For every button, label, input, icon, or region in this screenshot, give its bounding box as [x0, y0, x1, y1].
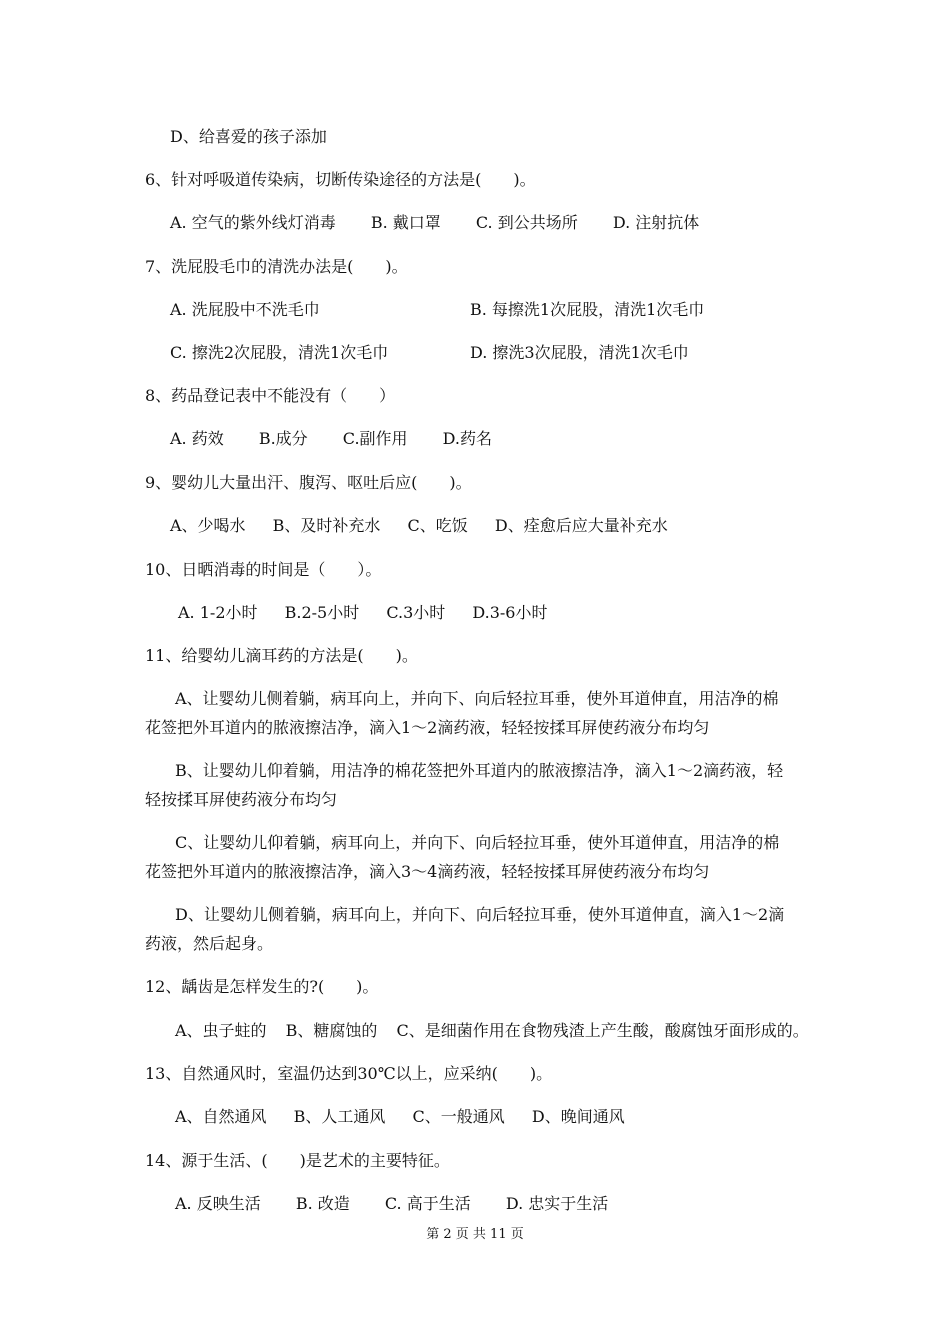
- q13-option-d: D、晚间通风: [531, 1107, 625, 1126]
- q7-options-row1: [170, 299, 825, 321]
- q7-option-b: B. 每擦洗1次屁股，清洗1次毛巾: [470, 300, 705, 319]
- q12-options: [175, 1020, 825, 1042]
- q14-stem: 14、源于生活、( )是艺术的主要特征。: [145, 1151, 450, 1170]
- q7-stem: 7、洗屁股毛巾的清洗办法是( )。: [145, 257, 408, 276]
- page-number-footer: 第 2 页 共 11 页: [426, 1227, 524, 1242]
- q6-stem: 6、针对呼吸道传染病，切断传染途径的方法是( )。: [145, 170, 536, 189]
- q9-option-d: D、痊愈后应大量补充水: [494, 516, 668, 535]
- q9-option-a: A、少喝水: [170, 516, 246, 535]
- q9-stem: 9、婴幼儿大量出汗、腹泻、呕吐后应( )。: [145, 473, 472, 492]
- q10-stem: 10、日晒消毒的时间是（ ）。: [145, 560, 382, 579]
- q13-stem: 13、自然通风时，室温仍达到30℃以上，应采纳( )。: [145, 1064, 553, 1083]
- q7-option-d: D. 擦洗3次屁股，清洗1次毛巾: [470, 343, 689, 362]
- q14-option-d: D. 忠实于生活: [505, 1194, 609, 1213]
- q13-option-b: B、人工通风: [293, 1107, 386, 1126]
- q11-option-d-line2: 药液，然后起身。: [145, 934, 274, 953]
- q9-option-b: B、及时补充水: [272, 516, 381, 535]
- q10-option-a: A. 1-2小时: [178, 603, 258, 622]
- q7-option-a: A. 洗屁股中不洗毛巾: [170, 300, 320, 319]
- q12-option-b: B、糖腐蚀的: [285, 1021, 378, 1040]
- q6-option-b: B. 戴口罩: [370, 213, 441, 232]
- q11-option-a-line2: 花签把外耳道内的脓液擦洁净，滴入1～2滴药液，轻轻按揉耳屏使药液分布均匀: [145, 718, 710, 737]
- q14-option-b: B. 改造: [295, 1194, 350, 1213]
- q12-stem: 12、龋齿是怎样发生的?( )。: [145, 977, 379, 996]
- q7-options-row2: [170, 342, 825, 364]
- q12-option-c: C、是细菌作用在食物残渣上产生酸，酸腐蚀牙面形成的。: [396, 1021, 809, 1040]
- q9-options: [170, 515, 825, 537]
- q11-option-b-line1: B、让婴幼儿仰着躺，用洁净的棉花签把外耳道内的脓液擦洁净，滴入1～2滴药液，轻: [175, 761, 784, 780]
- q7-option-c: C. 擦洗2次屁股，清洗1次毛巾: [170, 343, 389, 362]
- q11-option-d-line1: D、让婴幼儿侧着躺，病耳向上，并向下、向后轻拉耳垂，使外耳道伸直，滴入1～2滴: [175, 905, 785, 924]
- q14-option-a: A. 反映生活: [175, 1194, 261, 1213]
- q6-option-d: D. 注射抗体: [612, 213, 700, 232]
- q11-option-c-line1: C、让婴幼儿仰着躺，病耳向上，并向下、向后轻拉耳垂，使外耳道伸直，用洁净的棉: [175, 833, 780, 852]
- q13-option-c: C、一般通风: [412, 1107, 505, 1126]
- q14-option-c: C. 高于生活: [384, 1194, 471, 1213]
- q8-option-b: B.成分: [258, 429, 308, 448]
- q8-option-c: C.副作用: [342, 429, 408, 448]
- q8-option-d: D.药名: [442, 429, 492, 448]
- q10-option-c: C.3小时: [386, 603, 446, 622]
- q5-option-d: D、给喜爱的孩子添加: [170, 127, 327, 146]
- q8-stem: 8、药品登记表中不能没有（ ）: [145, 386, 396, 405]
- q8-options: [170, 428, 825, 450]
- q14-options: [175, 1193, 825, 1215]
- q6-options: [170, 212, 825, 234]
- q10-options: [178, 602, 858, 624]
- q11-option-b-line2: 轻按揉耳屏使药液分布均匀: [145, 790, 338, 809]
- q11-option-c-line2: 花签把外耳道内的脓液擦洁净，滴入3～4滴药液，轻轻按揉耳屏使药液分布均匀: [145, 862, 710, 881]
- q11-option-a-line1: A、让婴幼儿侧着躺，病耳向上，并向下、向后轻拉耳垂，使外耳道伸直，用洁净的棉: [175, 689, 779, 708]
- q6-option-a: A. 空气的紫外线灯消毒: [170, 213, 336, 232]
- q12-option-a: A、虫子蛀的: [175, 1021, 267, 1040]
- q10-option-d: D.3-6小时: [472, 603, 548, 622]
- q13-option-a: A、自然通风: [175, 1107, 267, 1126]
- q13-options: [175, 1106, 825, 1128]
- q6-option-c: C. 到公共场所: [475, 213, 578, 232]
- q8-option-a: A. 药效: [170, 429, 224, 448]
- q10-option-b: B.2-5小时: [284, 603, 360, 622]
- q11-stem: 11、给婴幼儿滴耳药的方法是( )。: [145, 646, 418, 665]
- q9-option-c: C、吃饭: [407, 516, 468, 535]
